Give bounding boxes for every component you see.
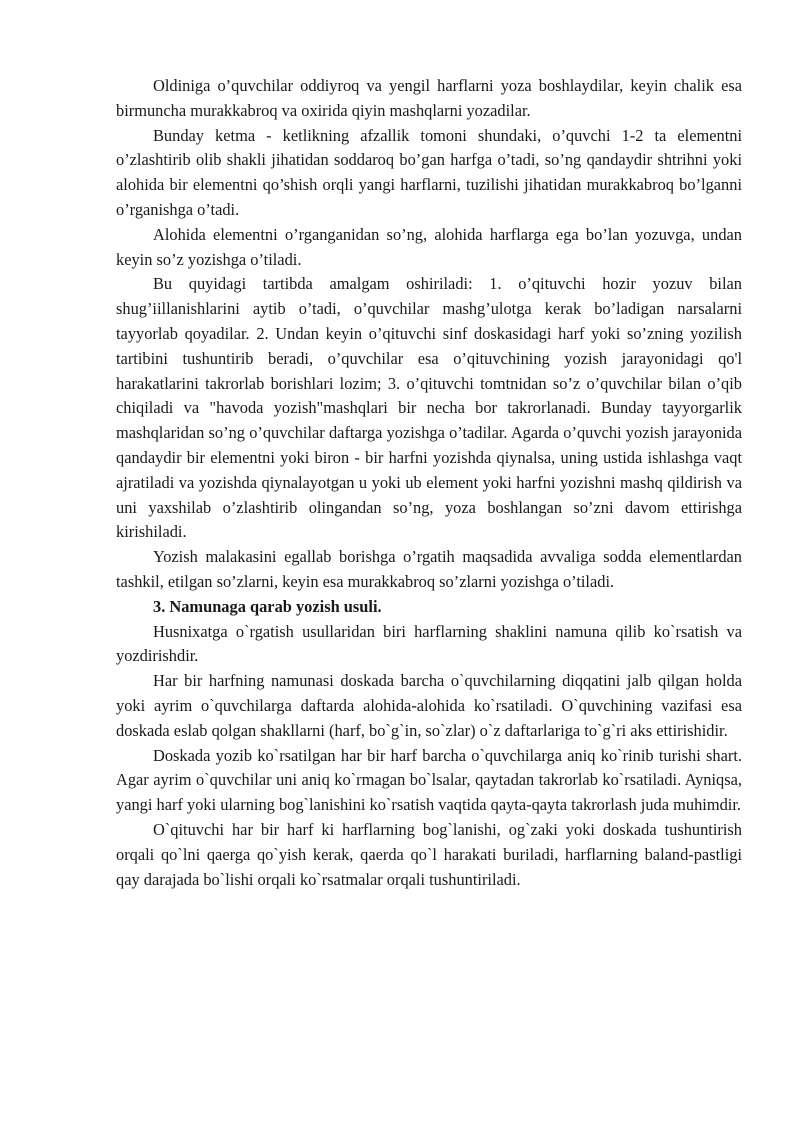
paragraph-element-to-word: Alohida elementni o’rganganidan so’ng, alohida harflarga ega bo’lan yozuvga, undan keyin so’z yozishga o’tiladi. <box>116 224 742 269</box>
paragraph-teacher-explanation: O`qituvchi har bir harf ki harflarning bog`lanishi, og`zaki yoki doskada tushuntirish orqali qo`lni qaerga qo`yish kerak, qaerda qo`l harakati buriladi, harflarning baland-pastligi qay darajada bo`lishi orqali ko`rsatmalar orqali tushuntiriladi. <box>116 819 742 889</box>
paragraph-lesson-procedure: Bu quyidagi tartibda amalgam oshiriladi: 1. o’qituvchi hozir yozuv bilan shug’iillanishlarini aytib o’tadi, o’quvchilar mashg’ulotga kerak bo’ladigan narsalarni tayyorlab qoyadilar. 2. Undan keyin o’qituvchi sinf doskasidagi harf yoki so’zning yozilish tartibini tushuntirib beradi, o’quvchilar esa o’qituvchining yozish jarayonidagi qo'l harakatlarini takrorlab borishlari lozim; 3. o’qituvchi tomtnidan so’z o’quvchilar bilan o’qib chiqiladi va "havoda yozish"mashqlari bir necha bor takrorlanadi. Bunday tayyorgarlik mashqlaridan so’ng o’quvchilar daftarga yozishga o’tadilar. Agarda o’quvchi yozish jarayonida qandaydir bir elementni yoki biron - bir harfni yozishda qiynalsa, uning ustida ishlashga vaqt ajratiladi va yozishda qiynalayotgan u yoki ub element yoki harfni yozishni mashq qildirish va uni yaxshilab o’zlashtirib olingandan so’ng, yoza boshlangan so’zni davom ettirishga kirishiladi. <box>116 274 742 542</box>
document-page <box>116 74 742 892</box>
section-heading: 3. Namunaga qarab yozish usuli. <box>153 596 382 616</box>
paragraph-letter-order: Oldiniga o’quvchilar oddiyroq va yengil harflarni yoza boshlaydilar, keyin chalik esa birmuncha murakkabroq va oxirida qiyin mashqlarni yozadilar. <box>116 76 742 120</box>
paragraph-writing-skill: Yozish malakasini egallab borishga o’rgatih maqsadida avvaliga sodda elementlardan tashkil, etilgan so’zlarni, keyin esa murakkabroq so’zlarni yozishga o’tiladi. <box>116 547 742 591</box>
paragraph-board-sample: Har bir harfning namunasi doskada barcha o`quvchilarning diqqatini jalb qilgan holda yoki ayrim o`quvchilarga daftarda alohida-alohida ko`rsatiladi. O`quvchining vazifasi esa doskada eslab qolgan shakllarni (harf, bo`g`in, so`zlar) o`z daftarlariga to`g`ri aks ettirishidir. <box>116 671 742 740</box>
paragraph-sample-method: Husnixatga o`rgatish usullaridan biri harflarning shaklini namuna qilib ko`rsatish va yozdirishdir. <box>116 621 742 666</box>
paragraph-sequence-advantage: Bunday ketma - ketlikning afzallik tomoni shundaki, o’quvchi 1-2 ta elementni o’zlashtirib olib shakli jihatidan soddaroq bo’gan harfga o’tadi, so’ng qandaydir shtrihni yoki alohida bir elementni qo’shish orqli yangi harflarni, tuzilishi jihatidan murakkabroq bo’lganni o’rganishga o’tadi. <box>116 125 742 219</box>
paragraph-visibility: Doskada yozib ko`rsatilgan har bir harf barcha o`quvchilarga aniq ko`rinib turishi shart. Agar ayrim o`quvchilar uni aniq ko`rmagan bo`lsalar, qaytadan takrorlab ko`rsatiladi. Ayniqsa, yangi harf yoki ularning bog`lanishini ko`rsatish vaqtida qayta-qayta takrorlash juda muhimdir. <box>116 745 742 815</box>
